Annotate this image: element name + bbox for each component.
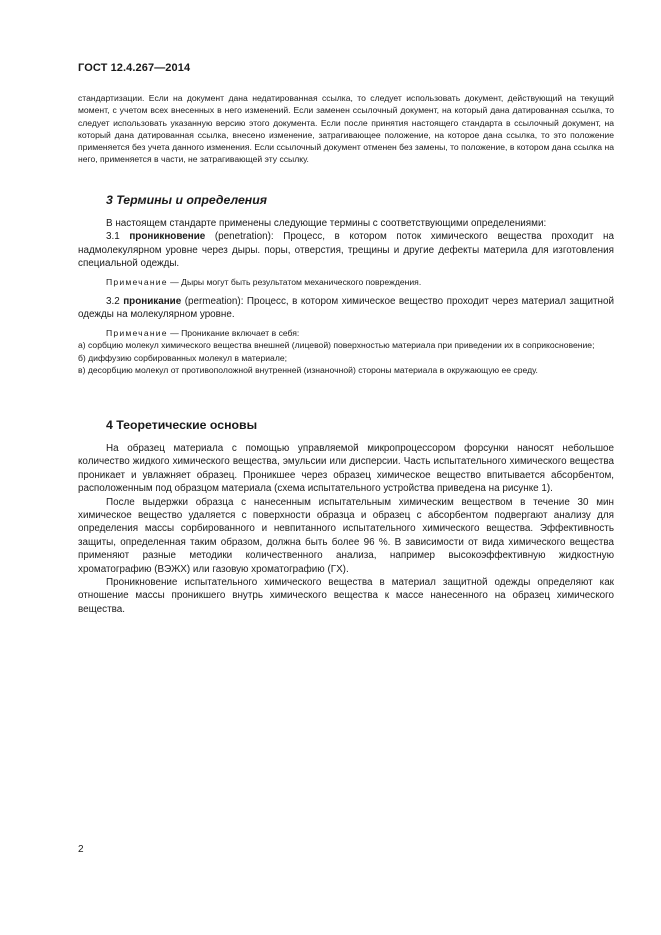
note-2-block [78, 327, 614, 376]
term-3-1-definition [78, 230, 614, 270]
term-3-2-text: (permeation): Процесс, в котором химическое вещество проходит через материал защитной одежды на молекулярном уровне. [78, 296, 614, 321]
document-code-header: ГОСТ 12.4.267—2014 [78, 62, 191, 74]
note-2-item-b: б) диффузию сорбированных молекул в материале; [78, 352, 288, 363]
note-1-block [78, 276, 614, 288]
note-1-text: Дыры могут быть результатом механического повреждения. [181, 277, 422, 287]
note-2-item-a: а) сорбцию молекул химического вещества внешней (лицевой) поверхностью материала при приведении их в соприкосновение; [78, 340, 595, 351]
section-4-paragraph-3: Проникновение испытательного химического вещества в материал защитной одежды определяют как отношение массы проникшего внутрь химического вещества к массе нанесенного на образец химического вещества. [78, 577, 614, 615]
note-2-item-c: в) десорбцию молекул от противоположной внутренней (изнаночной) стороны материала в окружающую ее среду. [78, 364, 538, 375]
note-2-dash: — [167, 328, 182, 338]
term-3-1-term: проникновение [129, 231, 206, 243]
section-4-paragraph-2: После выдержки образца с нанесенным испытательным химическим веществом в течение 30 мин химическое вещество удаляется с поверхности образца и образец с абсорбентом подвергают анализу для определения массы сорбированного и невпитанного испытательного химического вещества. Эффективность защиты, определенная таким образом, должна быть более 96 %. В зависимости от вида химического вещества применяют разные методики количественного анализа, например высокоэффективную жидкостную хроматографию (ВЭЖХ) или газовую хроматографию (ГХ). [78, 496, 614, 575]
term-3-2-number: 3.2 [106, 296, 124, 307]
page-number: 2 [78, 844, 84, 855]
section-4-paragraph-1: На образец материала с помощью управляемой микропроцессором форсунки наносят небольшое количество жидкого химического вещества, эмульсии или дисперсии. Часть испытательного химического вещества проникает и увлажняет образец. Проникшее через образец химическое вещество впитывается абсорбентом, расположенным под образцом материала (схема испытательного устройства приведена на рисунке 1). [78, 443, 614, 495]
term-3-1-number: 3.1 [106, 231, 130, 243]
note-1-dash: — [167, 277, 182, 287]
term-3-2-definition [78, 295, 614, 322]
section-4-body [78, 442, 614, 616]
note-2-label: Примечание [106, 328, 168, 338]
section-3-lead: В настоящем стандарте применены следующие термины с соответствующими определениями: [106, 218, 547, 229]
term-3-2-block [78, 295, 614, 322]
note-2-text: Проникание включает в себя: [181, 328, 300, 338]
note-2 [78, 327, 614, 339]
section-4-heading: 4 Теоретические основы [106, 418, 258, 432]
note-1-label: Примечание [106, 277, 168, 287]
term-3-1-text: (penetration): Процесс, в котором поток химического вещества проходит на надмолекулярном уровне через дыры. поры, отверстия, трещины и другие дефекты материла для изготовления специальной одежды. [78, 231, 614, 270]
section-3-definitions [78, 217, 614, 271]
document-page [78, 0, 614, 935]
note-1 [78, 276, 614, 288]
intro-paragraph-block [78, 92, 614, 166]
term-3-2-term: проникание [123, 296, 182, 307]
intro-paragraph: стандартизации. Если на документ дана недатированная ссылка, то следует использовать документ, действующий на текущий момент, с учетом всех внесенных в него изменений. Если заменен ссылочный документ, на который дана датированная ссылка, то следует использовать указанную версию этого документа. Если после принятия настоящего стандарта в ссылочный документ, на который дана датированная ссылка, внесено изменение, затрагивающее положение, на которое дана ссылка, то это положение применяется без учета данного изменения. Если ссылочный документ отменен без замены, то положение, в котором дана ссылка на него, применяется в части, не затрагивающей эту ссылку. [78, 93, 614, 165]
section-3-heading: 3 Термины и определения [106, 193, 267, 207]
